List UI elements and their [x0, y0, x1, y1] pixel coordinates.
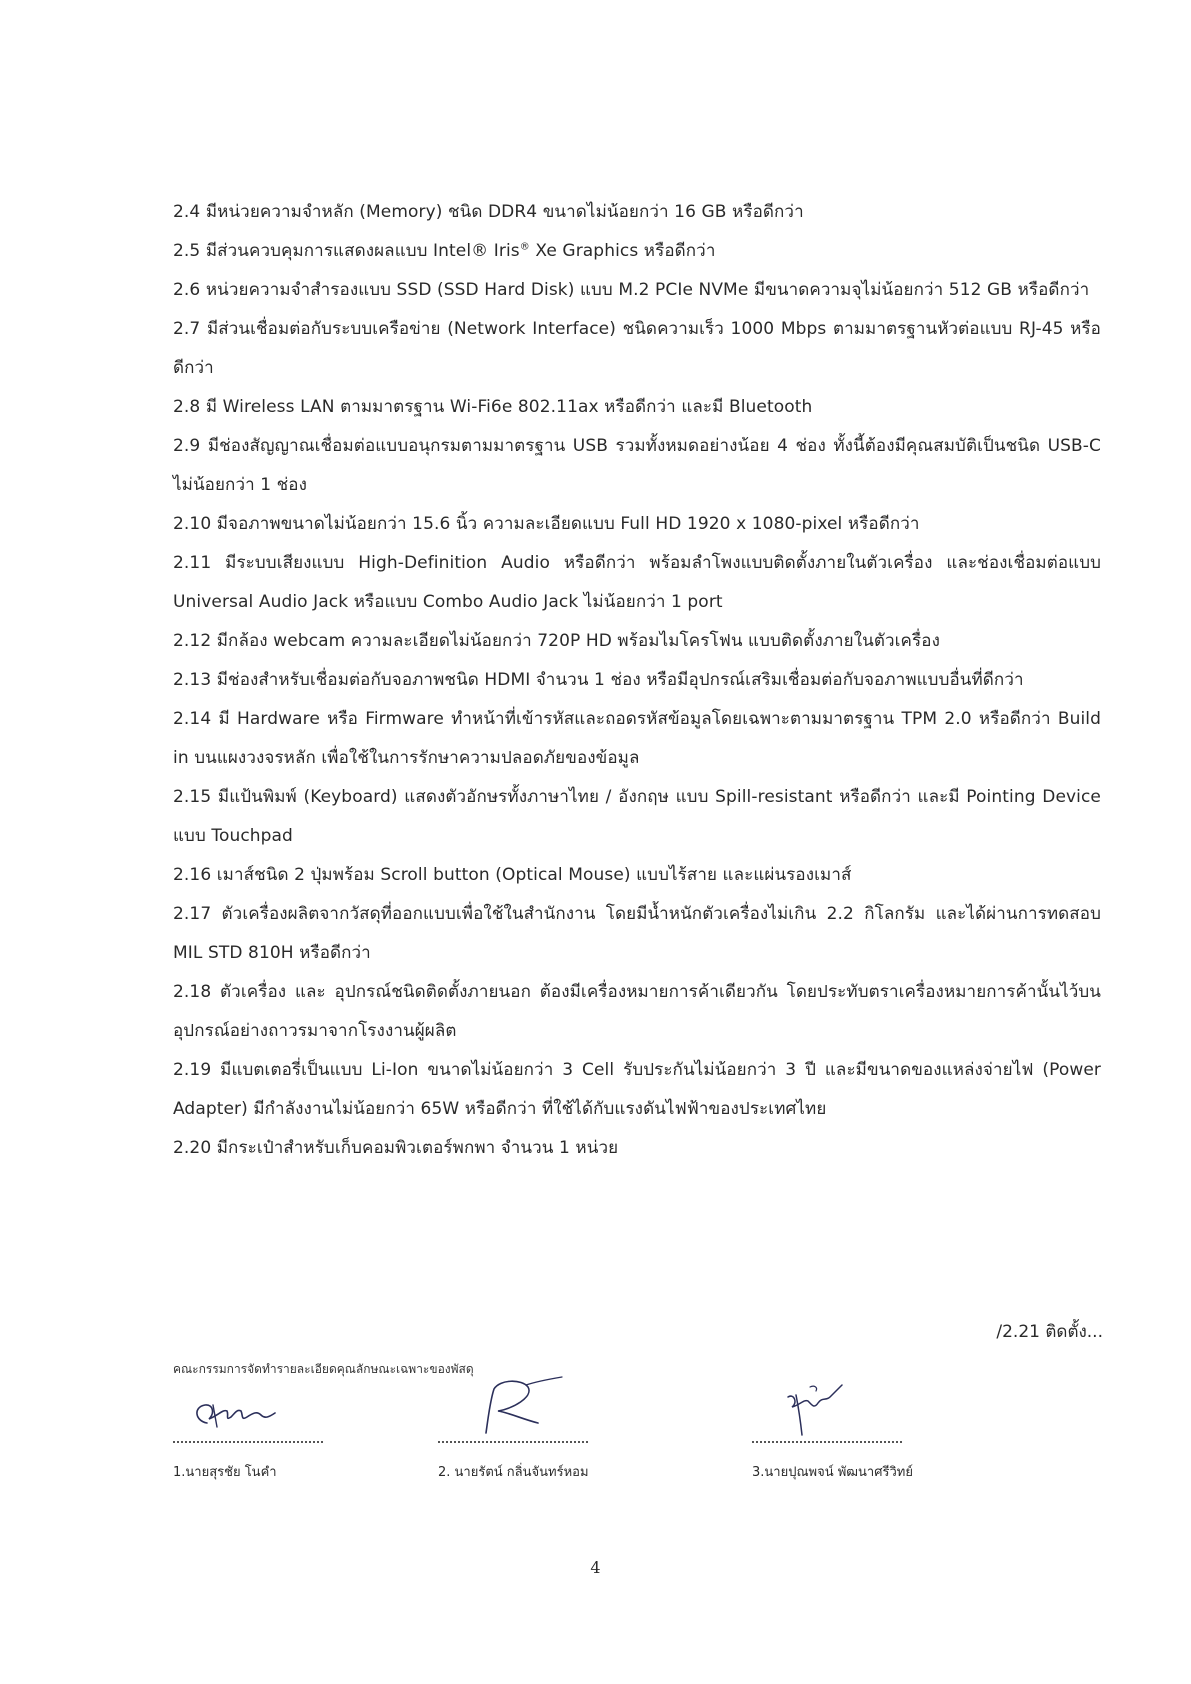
signature-block-3: [752, 1375, 942, 1485]
page-number: 4: [590, 1558, 601, 1577]
signature-3-icon: [752, 1375, 902, 1439]
signature-2-icon: [438, 1375, 588, 1439]
signature-block-2: [438, 1375, 628, 1485]
spec-item-2-5: [173, 232, 1101, 271]
spec-list: [173, 193, 1101, 1168]
spec-item-2-12: 2.12 มีกล้อง webcam ความละเอียดไม่น้อยกว่า 720P HD พร้อมไมโครโฟน แบบติดตั้งภายในตัวเครื่อง: [173, 631, 940, 651]
signatory-name-3: 3.นายปุณพจน์ พัฒนาศรีวิทย์: [752, 1465, 913, 1480]
signatory-name-2: 2. นายรัตน์ กลิ่นจันทร์หอม: [438, 1465, 589, 1480]
spec-item-2-4: 2.4 มีหน่วยความจำหลัก (Memory) ชนิด DDR4 ขนาดไม่น้อยกว่า 16 GB หรือดีกว่า: [173, 202, 804, 222]
spec-item-2-14: 2.14 มี Hardware หรือ Firmware ทำหน้าที่เข้ารหัสและถอดรหัสข้อมูลโดยเฉพาะตามมาตรฐาน TPM 2.0 หรือดีกว่า Build in บนแผงวงจรหลัก เพื่อใช้ในการรักษาความปลอดภัยของข้อมูล: [173, 709, 1101, 768]
spec-item-2-13: 2.13 มีช่องสำหรับเชื่อมต่อกับจอภาพชนิด HDMI จำนวน 1 ช่อง หรือมีอุปกรณ์เสริมเชื่อมต่อกับจอภาพแบบอื่นที่ดีกว่า: [173, 670, 1024, 690]
spec-item-2-20: 2.20 มีกระเป๋าสำหรับเก็บคอมพิวเตอร์พกพา จำนวน 1 หน่วย: [173, 1138, 619, 1158]
spec-item-2-6: 2.6 หน่วยความจำสำรองแบบ SSD (SSD Hard Disk) แบบ M.2 PCIe NVMe มีขนาดความจุไม่น้อยกว่า 512 GB หรือดีกว่า: [173, 280, 1090, 300]
spec-item-2-9: 2.9 มีช่องสัญญาณเชื่อมต่อแบบอนุกรมตามมาตรฐาน USB รวมทั้งหมดอย่างน้อย 4 ช่อง ทั้งนี้ต้องมีคุณสมบัติเป็นชนิด USB-C ไม่น้อยกว่า 1 ช่อง: [173, 436, 1101, 495]
spec-item-2-18: 2.18 ตัวเครื่อง และ อุปกรณ์ชนิดติดตั้งภายนอก ต้องมีเครื่องหมายการค้าเดียวกัน โดยประทับตราเครื่องหมายการค้านั้นไว้บนอุปกรณ์อย่างถาวรมาจากโรงงานผู้ผลิต: [173, 982, 1101, 1041]
signature-block-1: [173, 1375, 363, 1485]
spec-item-2-5-text: 2.5 มีส่วนควบคุมการแสดงผลแบบ Intel® Iris: [173, 241, 520, 261]
registered-mark: ®: [519, 241, 530, 253]
signature-line-2: [438, 1441, 588, 1443]
spec-item-2-19: 2.19 มีแบตเตอรี่เป็นแบบ Li-Ion ขนาดไม่น้อยกว่า 3 Cell รับประกันไม่น้อยกว่า 3 ปี และมีขนาดของแหล่งจ่ายไฟ (Power Adapter) มีกำลังงานไม่น้อยกว่า 65W หรือดีกว่า ที่ใช้ได้กับแรงดันไฟฟ้าของประเทศไทย: [173, 1060, 1101, 1119]
signature-line-3: [752, 1441, 902, 1443]
spec-item-2-8: 2.8 มี Wireless LAN ตามมาตรฐาน Wi-Fi6e 802.11ax หรือดีกว่า และมี Bluetooth: [173, 397, 813, 417]
spec-item-2-16: 2.16 เมาส์ชนิด 2 ปุ่มพร้อม Scroll button (Optical Mouse) แบบไร้สาย และแผ่นรองเมาส์: [173, 865, 852, 885]
committee-title: คณะกรรมการจัดทำรายละเอียดคุณลักษณะเฉพาะของพัสดุ: [173, 1362, 474, 1376]
signature-line-1: [173, 1441, 323, 1443]
spec-item-2-10: 2.10 มีจอภาพขนาดไม่น้อยกว่า 15.6 นิ้ว ความละเอียดแบบ Full HD 1920 x 1080-pixel หรือดีกว่า: [173, 514, 920, 534]
spec-item-2-15: 2.15 มีแป้นพิมพ์ (Keyboard) แสดงตัวอักษรทั้งภาษาไทย / อังกฤษ แบบ Spill-resistant หรือดีกว่า และมี Pointing Device แบบ Touchpad: [173, 787, 1101, 846]
signatory-name-1: 1.นายสุรชัย โนคำ: [173, 1465, 277, 1480]
signature-1-icon: [173, 1375, 323, 1439]
continue-note: /2.21 ติดตั้ง...: [996, 1322, 1103, 1342]
spec-item-2-11: 2.11 มีระบบเสียงแบบ High-Definition Audio หรือดีกว่า พร้อมลำโพงแบบติดตั้งภายในตัวเครื่อง และช่องเชื่อมต่อแบบ Universal Audio Jack หรือแบบ Combo Audio Jack ไม่น้อยกว่า 1 port: [173, 553, 1101, 612]
spec-item-2-5-text-end: Xe Graphics หรือดีกว่า: [529, 241, 716, 261]
spec-item-2-17: 2.17 ตัวเครื่องผลิตจากวัสดุที่ออกแบบเพื่อใช้ในสำนักงาน โดยมีน้ำหนักตัวเครื่องไม่เกิน 2.2 กิโลกรัม และได้ผ่านการทดสอบ MIL STD 810H หรือดีกว่า: [173, 904, 1101, 963]
spec-item-2-7: 2.7 มีส่วนเชื่อมต่อกับระบบเครือข่าย (Network Interface) ชนิดความเร็ว 1000 Mbps ตามมาตรฐานหัวต่อแบบ RJ-45 หรือดีกว่า: [173, 319, 1101, 378]
